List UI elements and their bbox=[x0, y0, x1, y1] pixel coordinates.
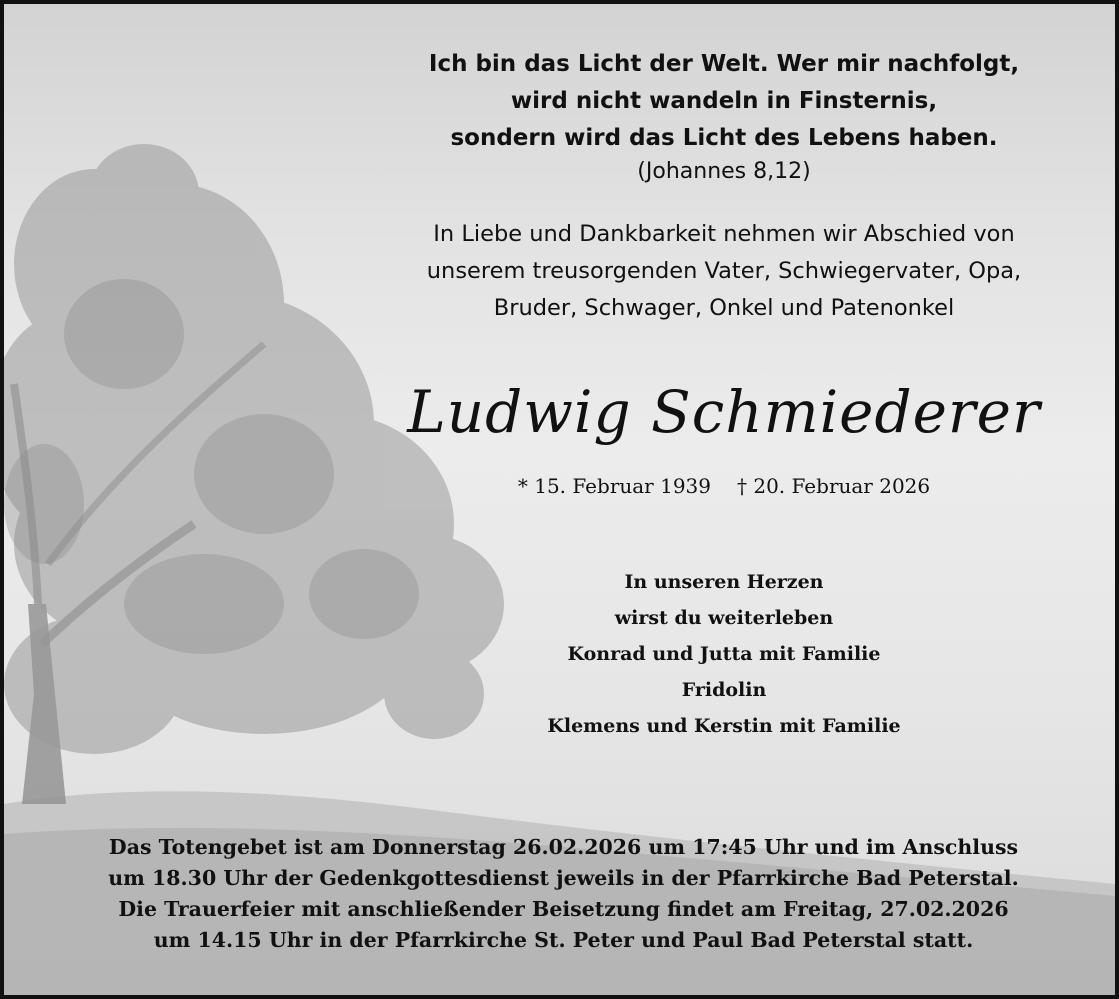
verse-line: Ich bin das Licht der Welt. Wer mir nachfolgt, bbox=[428, 51, 1020, 77]
birth-date: * 15. Februar 1939 bbox=[517, 474, 711, 498]
life-dates bbox=[294, 471, 1119, 501]
mourners-line: Klemens und Kerstin mit Familie bbox=[547, 715, 901, 737]
service-line: um 18.30 Uhr der Gedenkgottesdienst jeweils in der Pfarrkirche Bad Peterstal. bbox=[108, 866, 1019, 890]
bible-verse bbox=[294, 46, 1119, 157]
verse-line: sondern wird das Licht des Lebens haben. bbox=[450, 125, 998, 151]
mourners-block bbox=[294, 564, 1119, 744]
service-information bbox=[4, 832, 1119, 956]
farewell-intro bbox=[294, 216, 1119, 327]
intro-line: Bruder, Schwager, Onkel und Patenonkel bbox=[493, 295, 955, 321]
intro-line: In Liebe und Dankbarkeit nehmen wir Abschied von bbox=[433, 221, 1015, 247]
death-date: † 20. Februar 2026 bbox=[737, 474, 931, 498]
intro-line: unserem treusorgenden Vater, Schwiegervater, Opa, bbox=[426, 258, 1022, 284]
verse-reference: (Johannes 8,12) bbox=[637, 159, 811, 184]
mourners-line: Fridolin bbox=[681, 679, 767, 701]
mourners-line: Konrad und Jutta mit Familie bbox=[567, 643, 881, 665]
service-line: Das Totengebet ist am Donnerstag 26.02.2026 um 17:45 Uhr und im Anschluss bbox=[108, 835, 1019, 859]
verse-line: wird nicht wandeln in Finsternis, bbox=[510, 88, 938, 114]
service-line: um 14.15 Uhr in der Pfarrkirche St. Peter und Paul Bad Peterstal statt. bbox=[153, 928, 974, 952]
mourners-line: In unseren Herzen bbox=[624, 571, 824, 593]
service-line: Die Trauerfeier mit anschließender Beisetzung findet am Freitag, 27.02.2026 bbox=[118, 897, 1009, 921]
deceased-name: Ludwig Schmiederer bbox=[407, 378, 1041, 446]
mourners-line: wirst du weiterleben bbox=[614, 607, 834, 629]
